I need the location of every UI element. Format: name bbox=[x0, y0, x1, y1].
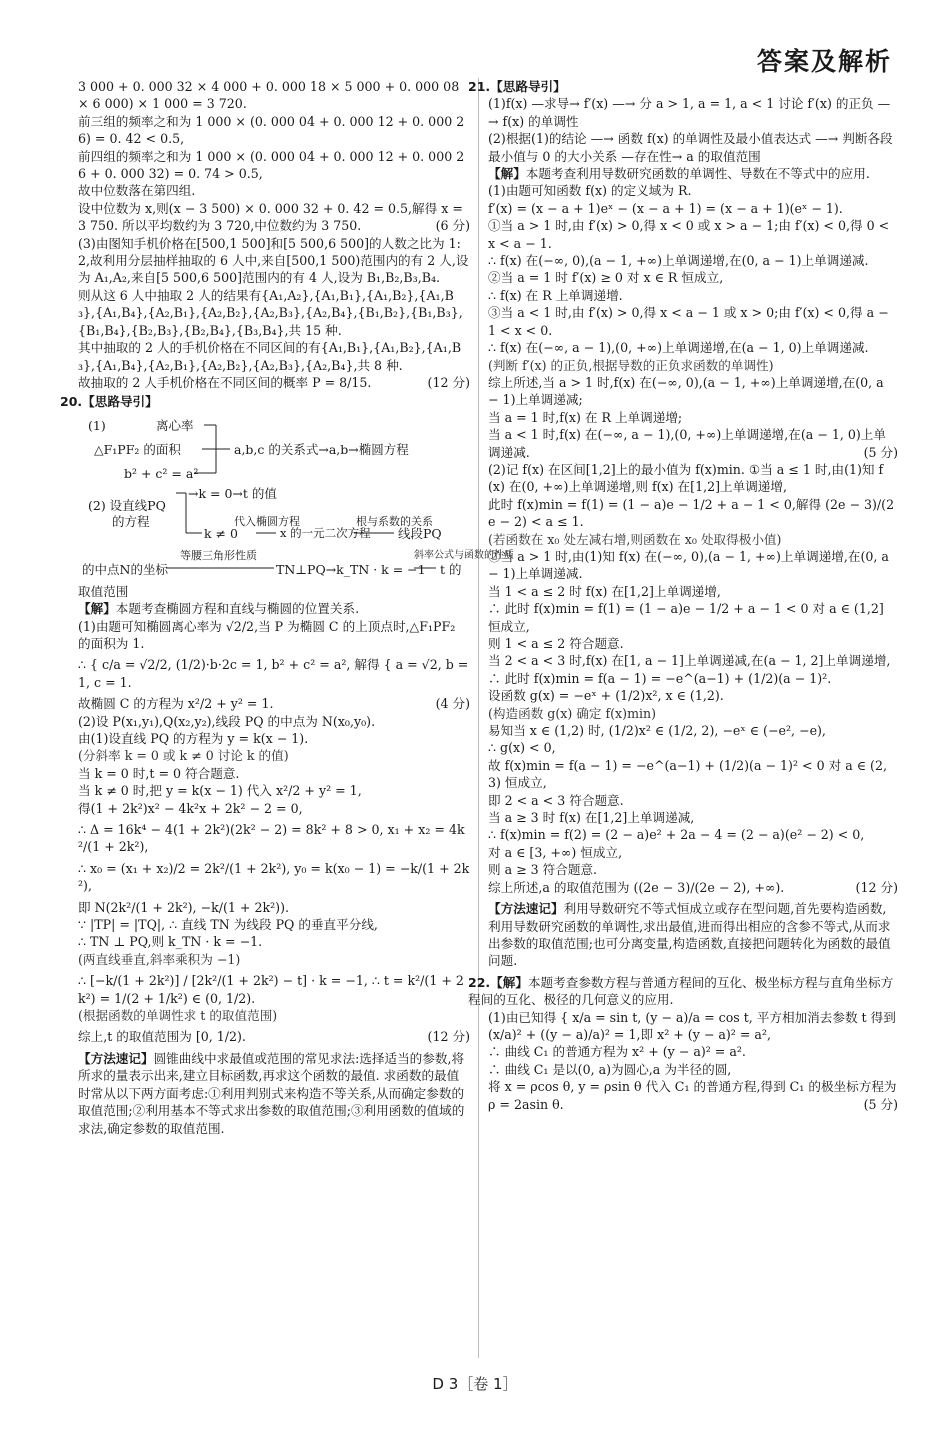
section-tag: 【思路导引】 bbox=[82, 394, 158, 410]
score-label: (6 分) bbox=[435, 218, 470, 234]
diagram-label: t 的 bbox=[440, 561, 462, 577]
diagram-label: a,b,c 的关系式→a,b→椭圆方程 bbox=[234, 441, 409, 457]
text-line: 当 a < 1 时,f(x) 在(−∞, a − 1),(0, +∞)上单调递增,在(a − 1, 0)上单调递减. bbox=[488, 427, 886, 460]
text-line: ③当 a < 1 时,由 f′(x) > 0,得 x < a − 1 或 x > 0;由 f′(x) < 0,得 a − 1 < x < 0. bbox=[488, 305, 889, 338]
text-line: 则 a ≥ 3 符合题意. bbox=[488, 862, 598, 878]
text-line bbox=[488, 1078, 898, 1113]
text-line: 其中抽取的 2 人的手机价格在不同区间的有{A₁,B₁},{A₁,B₂},{A₁,B₃},{A₁,B₄},{A₂,B₁},{A₂,B₂},{A₂,B₃},{A₂,B₄},共 8 种. bbox=[78, 340, 462, 373]
text-line: 3 000 + 0. 000 32 × 4 000 + 0. 000 18 × 5 000 + 0. 000 08 × 6 000) × 1 000 = 3 720. bbox=[78, 79, 460, 112]
text-line bbox=[78, 695, 470, 712]
section-tag: 【方法速记】 bbox=[488, 901, 564, 917]
text-line: 当 a ≥ 3 时 f(x) 在[1,2]上单调递减, bbox=[488, 810, 695, 826]
text-line: (2)根据(1)的结论 —→ 函数 f(x) 的单调性及最小值表达式 —→ 判断各段最小值与 0 的大小关系 —存在性→ a 的取值范围 bbox=[488, 131, 893, 164]
text-line: ∴ f(x) 在(−∞, 0),(a − 1, +∞)上单调递增,在(0, a − 1)上单调递减. bbox=[488, 253, 869, 269]
text-line: ∴ f(x)min = f(2) = (2 − a)e² + 2a − 4 = (2 − a)(e² − 2) < 0, bbox=[488, 827, 865, 843]
text-line: 故椭圆 C 的方程为 x²/2 + y² = 1. bbox=[78, 696, 274, 712]
text-line: ②当 a = 1 时 f′(x) ≥ 0 对 x ∈ R 恒成立, bbox=[488, 270, 724, 286]
text-line: 故中位数落在第四组. bbox=[78, 183, 196, 199]
right-column bbox=[468, 78, 898, 1113]
section-tag: 【思路导引】 bbox=[490, 79, 566, 94]
text-line: 即 N(2k²/(1 + 2k²), −k/(1 + 2k²)). bbox=[78, 899, 289, 915]
text-line: 本题考查利用导数研究函数的单调性、导数在不等式中的应用. bbox=[525, 166, 870, 182]
text-line: 本题考查参数方程与普通方程间的互化、极坐标方程与直角坐标方程间的互化、极径的几何意义的应用. bbox=[468, 974, 894, 1008]
text-line bbox=[488, 426, 898, 461]
text-line: (两直线垂直,斜率乘积为 −1) bbox=[78, 951, 241, 967]
text-line: ∴ 此时 f(x)min = f(1) = (1 − a)e − 1/2 + a − 1 < 0 对 a ∈ (1,2] 恒成立, bbox=[488, 601, 884, 634]
text-line: 对 a ∈ [3, +∞) 恒成立, bbox=[488, 844, 623, 860]
text-line bbox=[78, 200, 470, 235]
page-footer: D 3［卷 1］ bbox=[432, 1375, 518, 1393]
text-line bbox=[468, 974, 898, 1009]
text-line: ∴ 曲线 C₁ 是以(0, a)为圆心,a 为半径的圆, bbox=[488, 1061, 732, 1077]
text-line: 得(1 + 2k²)x² − 4k²x + 2k² − 2 = 0, bbox=[78, 800, 303, 816]
diagram-label: TN⊥PQ→k_TN · k = −1 bbox=[276, 561, 426, 577]
diagram-label: b² + c² = a² bbox=[124, 465, 199, 481]
text-line: (2)记 f(x) 在区间[1,2]上的最小值为 f(x)min. ①当 a ≤ 1 时,由(1)知 f(x) 在(0, +∞)上单调递增,则 f(x) 在[1,2]上单调递增, bbox=[488, 461, 884, 495]
diagram-label: x 的一元二次方程 bbox=[280, 525, 371, 540]
text-line: 设函数 g(x) = −eˣ + (1/2)x², x ∈ (1,2). bbox=[488, 688, 724, 704]
text-line: 将 x = ρcos θ, y = ρsin θ 代入 C₁ 的普通方程,得到 C₁ 的极坐标方程为 ρ = 2asin θ. bbox=[488, 1079, 897, 1112]
column-divider bbox=[478, 78, 479, 1358]
text-line: 当 1 < a ≤ 2 时 f(x) 在[1,2]上单调递增, bbox=[488, 583, 721, 599]
text-line: 设中位数为 x,则(x − 3 500) × 0. 000 32 + 0. 42 = 0.5,解得 x = 3 750. 所以平均数约为 3 720,中位数约为 3 750. bbox=[78, 200, 463, 234]
diagram-label: 代入椭圆方程 bbox=[234, 514, 300, 528]
question-number: 22. bbox=[468, 974, 491, 990]
text-line: 本题考查椭圆方程和直线与椭圆的位置关系. bbox=[115, 601, 360, 617]
text-line: ∴ Δ = 16k⁴ − 4(1 + 2k²)(2k² − 2) = 8k² + 8 > 0, x₁ + x₂ = 4k²/(1 + 2k²), bbox=[78, 822, 465, 855]
text-line: 当 2 < a < 3 时,f(x) 在[1, a − 1]上单调递减,在(a − 1, 2]上单调递增, bbox=[488, 653, 891, 669]
section-tag: 【解】 bbox=[78, 601, 116, 617]
score-label: (4 分) bbox=[435, 696, 470, 712]
section-tag: 【解】 bbox=[488, 166, 526, 182]
section-tag: 【方法速记】 bbox=[78, 1050, 154, 1066]
text-line: 当 k ≠ 0 时,把 y = k(x − 1) 代入 x²/2 + y² = 1, bbox=[78, 783, 362, 799]
diagram-label: (1) bbox=[88, 417, 106, 433]
text-line: (1)f(x) —求导→ f′(x) —→ 分 a > 1, a = 1, a < 1 讨论 f′(x) 的正负 —→ f(x) 的单调性 bbox=[488, 96, 891, 129]
text-line: ∴ x₀ = (x₁ + x₂)/2 = 2k²/(1 + 2k²), y₀ = k(x₀ − 1) = −k/(1 + 2k²), bbox=[78, 860, 470, 894]
text-line: (判断 f′(x) 的正负,根据导数的正负求函数的单调性) bbox=[488, 357, 774, 373]
score-label: (12 分) bbox=[427, 374, 470, 390]
question-number: 21. bbox=[468, 79, 491, 94]
text-line: 故 f(x)min = f(a − 1) = −e^(a−1) + (1/2)(a − 1)² < 0 对 a ∈ (2,3) 恒成立, bbox=[488, 757, 887, 791]
text-line: 取值范围 bbox=[78, 583, 129, 599]
score-label: (5 分) bbox=[863, 444, 898, 460]
method-summary bbox=[78, 1050, 470, 1137]
q20-flow-diagram bbox=[82, 413, 514, 583]
text-line: 综上,t 的取值范围为 [0, 1/2). bbox=[78, 1029, 246, 1045]
text-line: ∴ [−k/(1 + 2k²)] / [2k²/(1 + 2k²) − t] · k = −1, ∴ t = k²/(1 + 2k²) = 1/(2 + 1/k²) ∈ (0, 1/2). bbox=[78, 973, 464, 1006]
text-line: f′(x) = (x − a + 1)eˣ − (x − a + 1) = (x − a + 1)(eˣ − 1). bbox=[488, 200, 843, 216]
text-line bbox=[488, 879, 898, 896]
text-line bbox=[78, 600, 470, 617]
text-line: (根据函数的单调性求 t 的取值范围) bbox=[78, 1008, 278, 1024]
text-line: ②当 a > 1 时,由(1)知 f(x) 在(−∞, 0),(a − 1, +∞)上单调递增,在(0, a − 1)上单调递减. bbox=[488, 548, 889, 582]
text-line: (若函数在 x₀ 处左减右增,则函数在 x₀ 处取得极小值) bbox=[488, 531, 782, 547]
text-line: 此时 f(x)min = f(1) = (1 − a)e − 1/2 + a − 1 < 0,解得 (2e − 3)/(2e − 2) < a ≤ 1. bbox=[488, 496, 895, 530]
text-line: ∴ { c/a = √2/2, (1/2)·b·2c = 1, b² + c² = a², 解得 { a = √2, b = 1, c = 1. bbox=[78, 657, 469, 690]
text-line: (构造函数 g(x) 确定 f(x)min) bbox=[488, 705, 657, 721]
section-tag: 【解】 bbox=[490, 974, 528, 990]
text-line: 即 2 < a < 3 符合题意. bbox=[488, 792, 624, 808]
diagram-label: (2) 设直线PQ bbox=[88, 497, 166, 513]
text-line bbox=[78, 374, 470, 391]
text-line: 利用导数研究不等式恒成立或存在型问题,首先要构造函数,利用导数研究函数的单调性,求出最值,进而得出相应的含参不等式,从而求出参数的取值范围;也可分离变量,构造函数,直接把问题转化为函数的最值问题. bbox=[488, 901, 891, 969]
text-line: 综上所述,当 a > 1 时,f(x) 在(−∞, 0),(a − 1, +∞)上单调递增,在(0, a − 1)上单调递减; bbox=[488, 374, 884, 408]
text-line: ∴ g(x) < 0, bbox=[488, 740, 556, 756]
diagram-label: →k = 0→t 的值 bbox=[188, 485, 277, 501]
diagram-label: 线段PQ bbox=[398, 525, 442, 541]
left-column bbox=[60, 78, 514, 1137]
diagram-label: △F₁PF₂ 的面积 bbox=[94, 441, 181, 457]
text-line: 当 a = 1 时,f(x) 在 R 上单调递增; bbox=[488, 409, 683, 425]
diagram-label: 等腰三角形性质 bbox=[180, 548, 257, 562]
text-line: 前四组的频率之和为 1 000 × (0. 000 04 + 0. 000 12 + 0. 000 26 + 0. 000 32) = 0. 74 > 0.5, bbox=[78, 148, 465, 182]
text-line: (2)设 P(x₁,y₁),Q(x₂,y₂),线段 PQ 的中点为 N(x₀,y₀). bbox=[78, 713, 376, 729]
text-line: ∴ f(x) 在(−∞, a − 1),(0, +∞)上单调递增,在(a − 1, 0)上单调递减. bbox=[488, 340, 869, 356]
text-line: ∵ |TP| = |TQ|, ∴ 直线 TN 为线段 PQ 的垂直平分线, bbox=[78, 917, 378, 933]
score-label: (12 分) bbox=[855, 879, 898, 895]
diagram-label: 斜率公式与函数的性质 bbox=[414, 549, 514, 561]
text-line: (1)由已知得 { x/a = sin t, (y − a)/a = cos t, 平方相加消去参数 t 得到 (x/a)² + ((y − a)/a)² = 1,即 x² + (y − a)² = a², bbox=[488, 1009, 896, 1042]
diagram-label: 的中点N的坐标 bbox=[82, 561, 168, 577]
text-line: ∴ TN ⊥ PQ,则 k_TN · k = −1. bbox=[78, 934, 263, 950]
page-header-title: 答案及解析 bbox=[756, 47, 892, 76]
text-line: ①当 a > 1 时,由 f′(x) > 0,得 x < 0 或 x > a − 1;由 f′(x) < 0,得 0 < x < a − 1. bbox=[488, 218, 890, 251]
method-summary bbox=[488, 900, 898, 970]
text-line bbox=[78, 1028, 470, 1045]
score-label: (5 分) bbox=[863, 1096, 898, 1112]
text-line: ∴ 此时 f(x)min = f(a − 1) = −e^(a−1) + (1/2)(a − 1)². bbox=[488, 670, 832, 686]
diagram-label: 的方程 bbox=[112, 513, 150, 529]
text-line bbox=[488, 165, 898, 182]
text-line: 易知当 x ∈ (1,2) 时, (1/2)x² ∈ (1/2, 2), −eˣ ∈ (−e², −e), bbox=[488, 723, 826, 739]
text-line: 前三组的频率之和为 1 000 × (0. 000 04 + 0. 000 12 + 0. 000 26) = 0. 42 < 0.5, bbox=[78, 113, 465, 147]
text-line: ∴ f(x) 在 R 上单调递增. bbox=[488, 287, 623, 303]
text-line: (3)由图知手机价格在[500,1 500]和[5 500,6 500]的人数之比为 1:2,故利用分层抽样抽取的 6 人中,来自[500,1 500)范围内的有 2 人,设为 A₁,A₂,来自[5 500,6 500]范围内的有 4 人,设为 B₁,B₂,B₃,B₄. bbox=[78, 235, 469, 286]
text-line: 故抽取的 2 人手机价格在不同区间的概率 P = 8/15. bbox=[78, 374, 372, 390]
text-line: 由(1)设直线 PQ 的方程为 y = k(x − 1). bbox=[78, 730, 309, 746]
text-line: 则从这 6 人中抽取 2 人的结果有{A₁,A₂},{A₁,B₁},{A₁,B₂},{A₁,B₃},{A₁,B₄},{A₂,B₁},{A₂,B₂},{A₂,B₃},{A₂,B₄},{B₁,B₂},{B₁,B₃},{B₁,B₄},{B₂,B₃},{B₂,B₄},{B₃,B₄},共 15 种. bbox=[78, 287, 463, 338]
question-number: 20. bbox=[60, 394, 83, 410]
diagram-label: 根与系数的关系 bbox=[356, 514, 433, 528]
text-line: 则 1 < a ≤ 2 符合题意. bbox=[488, 636, 624, 651]
diagram-label: 离心率 bbox=[156, 417, 194, 433]
text-line: 当 k = 0 时,t = 0 符合题意. bbox=[78, 765, 240, 781]
text-line: (1)由题可知函数 f(x) 的定义域为 R. bbox=[488, 183, 692, 199]
text-line: (分斜率 k = 0 或 k ≠ 0 讨论 k 的值) bbox=[78, 748, 289, 764]
score-label: (12 分) bbox=[427, 1029, 470, 1045]
text-line: 圆锥曲线中求最值或范围的常见求法:选择适当的参数,将所求的量表示出来,建立目标函数,再求这个函数的最值. 求函数的最值时常从以下两方面考虑:①利用判别式来构造不等关系,从而确定参数的取值范围;②利用基本不等式求出参数的取值范围;③利用函数的值域的求法,确定参数的取值范围. bbox=[78, 1050, 465, 1136]
text-line: (1)由题可知椭圆离心率为 √2/2,当 P 为椭圆 C 的上顶点时,△F₁PF₂ 的面积为 1. bbox=[78, 618, 456, 651]
text-line: ∴ 曲线 C₁ 的普通方程为 x² + (y − a)² = a². bbox=[488, 1044, 746, 1060]
text-line: 综上所述,a 的取值范围为 ((2e − 3)/(2e − 2), +∞). bbox=[488, 879, 785, 895]
diagram-label: k ≠ 0 bbox=[204, 525, 238, 541]
